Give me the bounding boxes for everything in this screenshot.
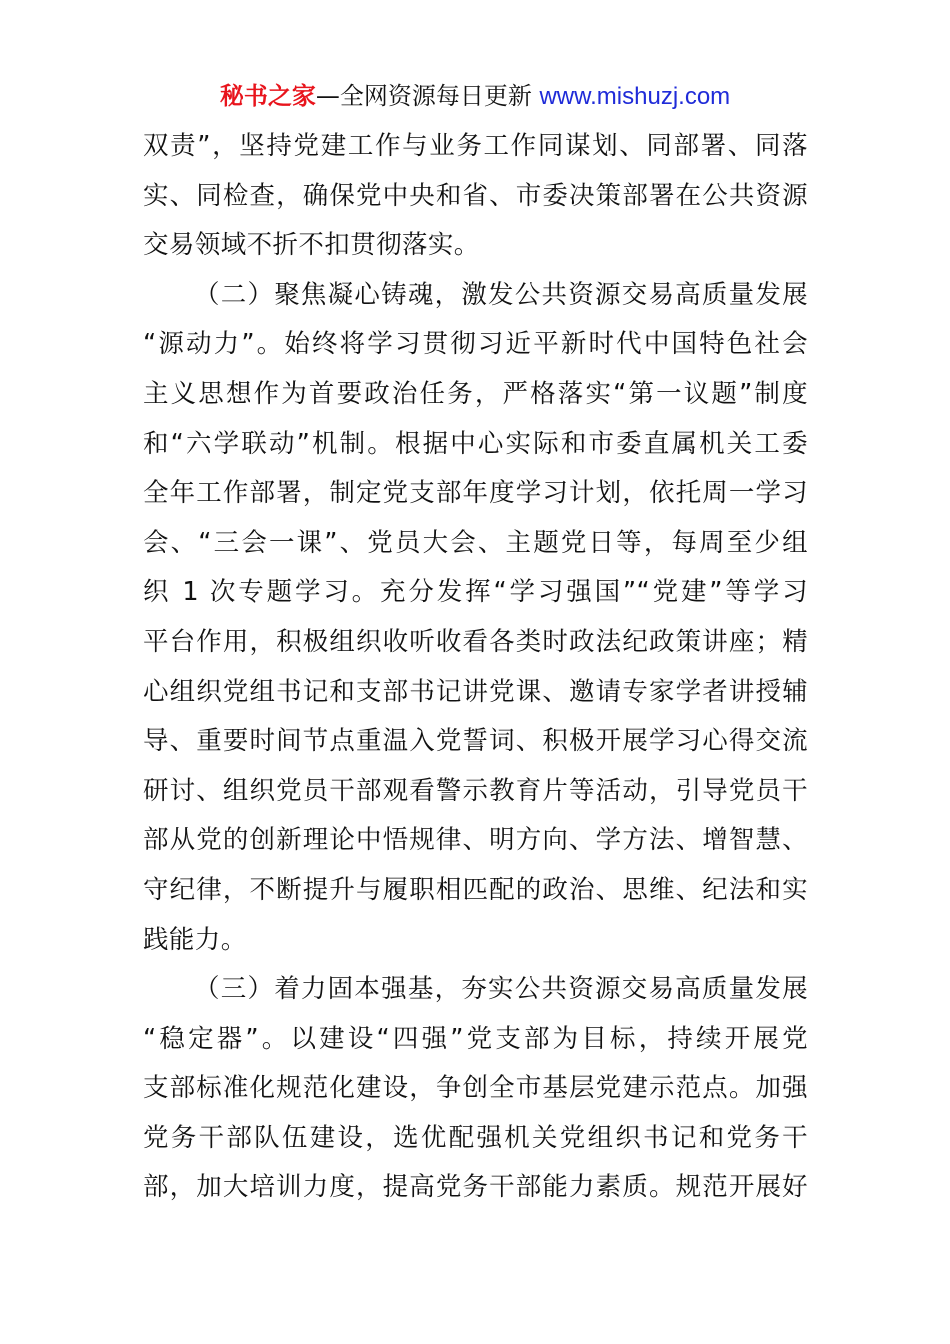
text-line: 实、同检查，确保党中央和省、市委决策部署在公共资源 xyxy=(143,180,808,211)
text-line: 导、重要时间节点重温入党誓词、积极开展学习心得交流 xyxy=(143,726,808,757)
text-line: 研讨、组织党员干部观看警示教育片等活动，引导党员干 xyxy=(143,775,808,806)
text-line: “稳定器”。以建设“四强”党支部为目标，持续开展党 xyxy=(143,1023,808,1054)
text-line: 心组织党组书记和支部书记讲党课、邀请专家学者讲授辅 xyxy=(143,676,808,707)
text-line: 守纪律，不断提升与履职相匹配的政治、思维、纪法和实 xyxy=(143,874,808,905)
site-header xyxy=(0,78,950,115)
text-line: 主义思想作为首要政治任务，严格落实“第一议题”制度 xyxy=(143,378,808,409)
text-line: 平台作用，积极组织收听收看各类时政法纪政策讲座；精 xyxy=(143,626,808,657)
text-line: 交易领域不折不扣贯彻落实。 xyxy=(143,230,480,261)
text-line: 和“六学联动”机制。根据中心实际和市委直属机关工委 xyxy=(143,428,808,459)
site-url-link[interactable]: www.mishuzj.com xyxy=(539,83,731,110)
text-line: 部从党的创新理论中悟规律、明方向、学方法、增智慧、 xyxy=(143,825,808,856)
brand-name: 秘书之家 xyxy=(219,82,316,110)
text-line: 全年工作部署，制定党支部年度学习计划，依托周一学习 xyxy=(143,478,808,509)
text-line: 党务干部队伍建设，选优配强机关党组织书记和党务干 xyxy=(143,1122,808,1153)
section-heading-3: （三）着力固本强基，夯实公共资源交易高质量发展 xyxy=(194,974,808,1005)
header-tagline: —全网资源每日更新 xyxy=(315,82,532,110)
text-line: 部，加大培训力度，提高党务干部能力素质。规范开展好 xyxy=(143,1172,808,1203)
text-line: 会、“三会一课”、党员大会、主题党日等，每周至少组 xyxy=(143,527,808,558)
text-line: 支部标准化规范化建设，争创全市基层党建示范点。加强 xyxy=(143,1073,808,1104)
text-line: 践能力。 xyxy=(143,924,247,955)
text-line: 织 1 次专题学习。充分发挥“学习强国”“党建”等学习 xyxy=(143,577,808,608)
text-line: 双责”，坚持党建工作与业务工作同谋划、同部署、同落 xyxy=(143,131,808,161)
document-body xyxy=(143,122,808,1213)
section-heading-2: （二）聚焦凝心铸魂，激发公共资源交易高质量发展 xyxy=(194,279,808,310)
text-line: “源动力”。始终将学习贯彻习近平新时代中国特色社会 xyxy=(143,329,808,360)
